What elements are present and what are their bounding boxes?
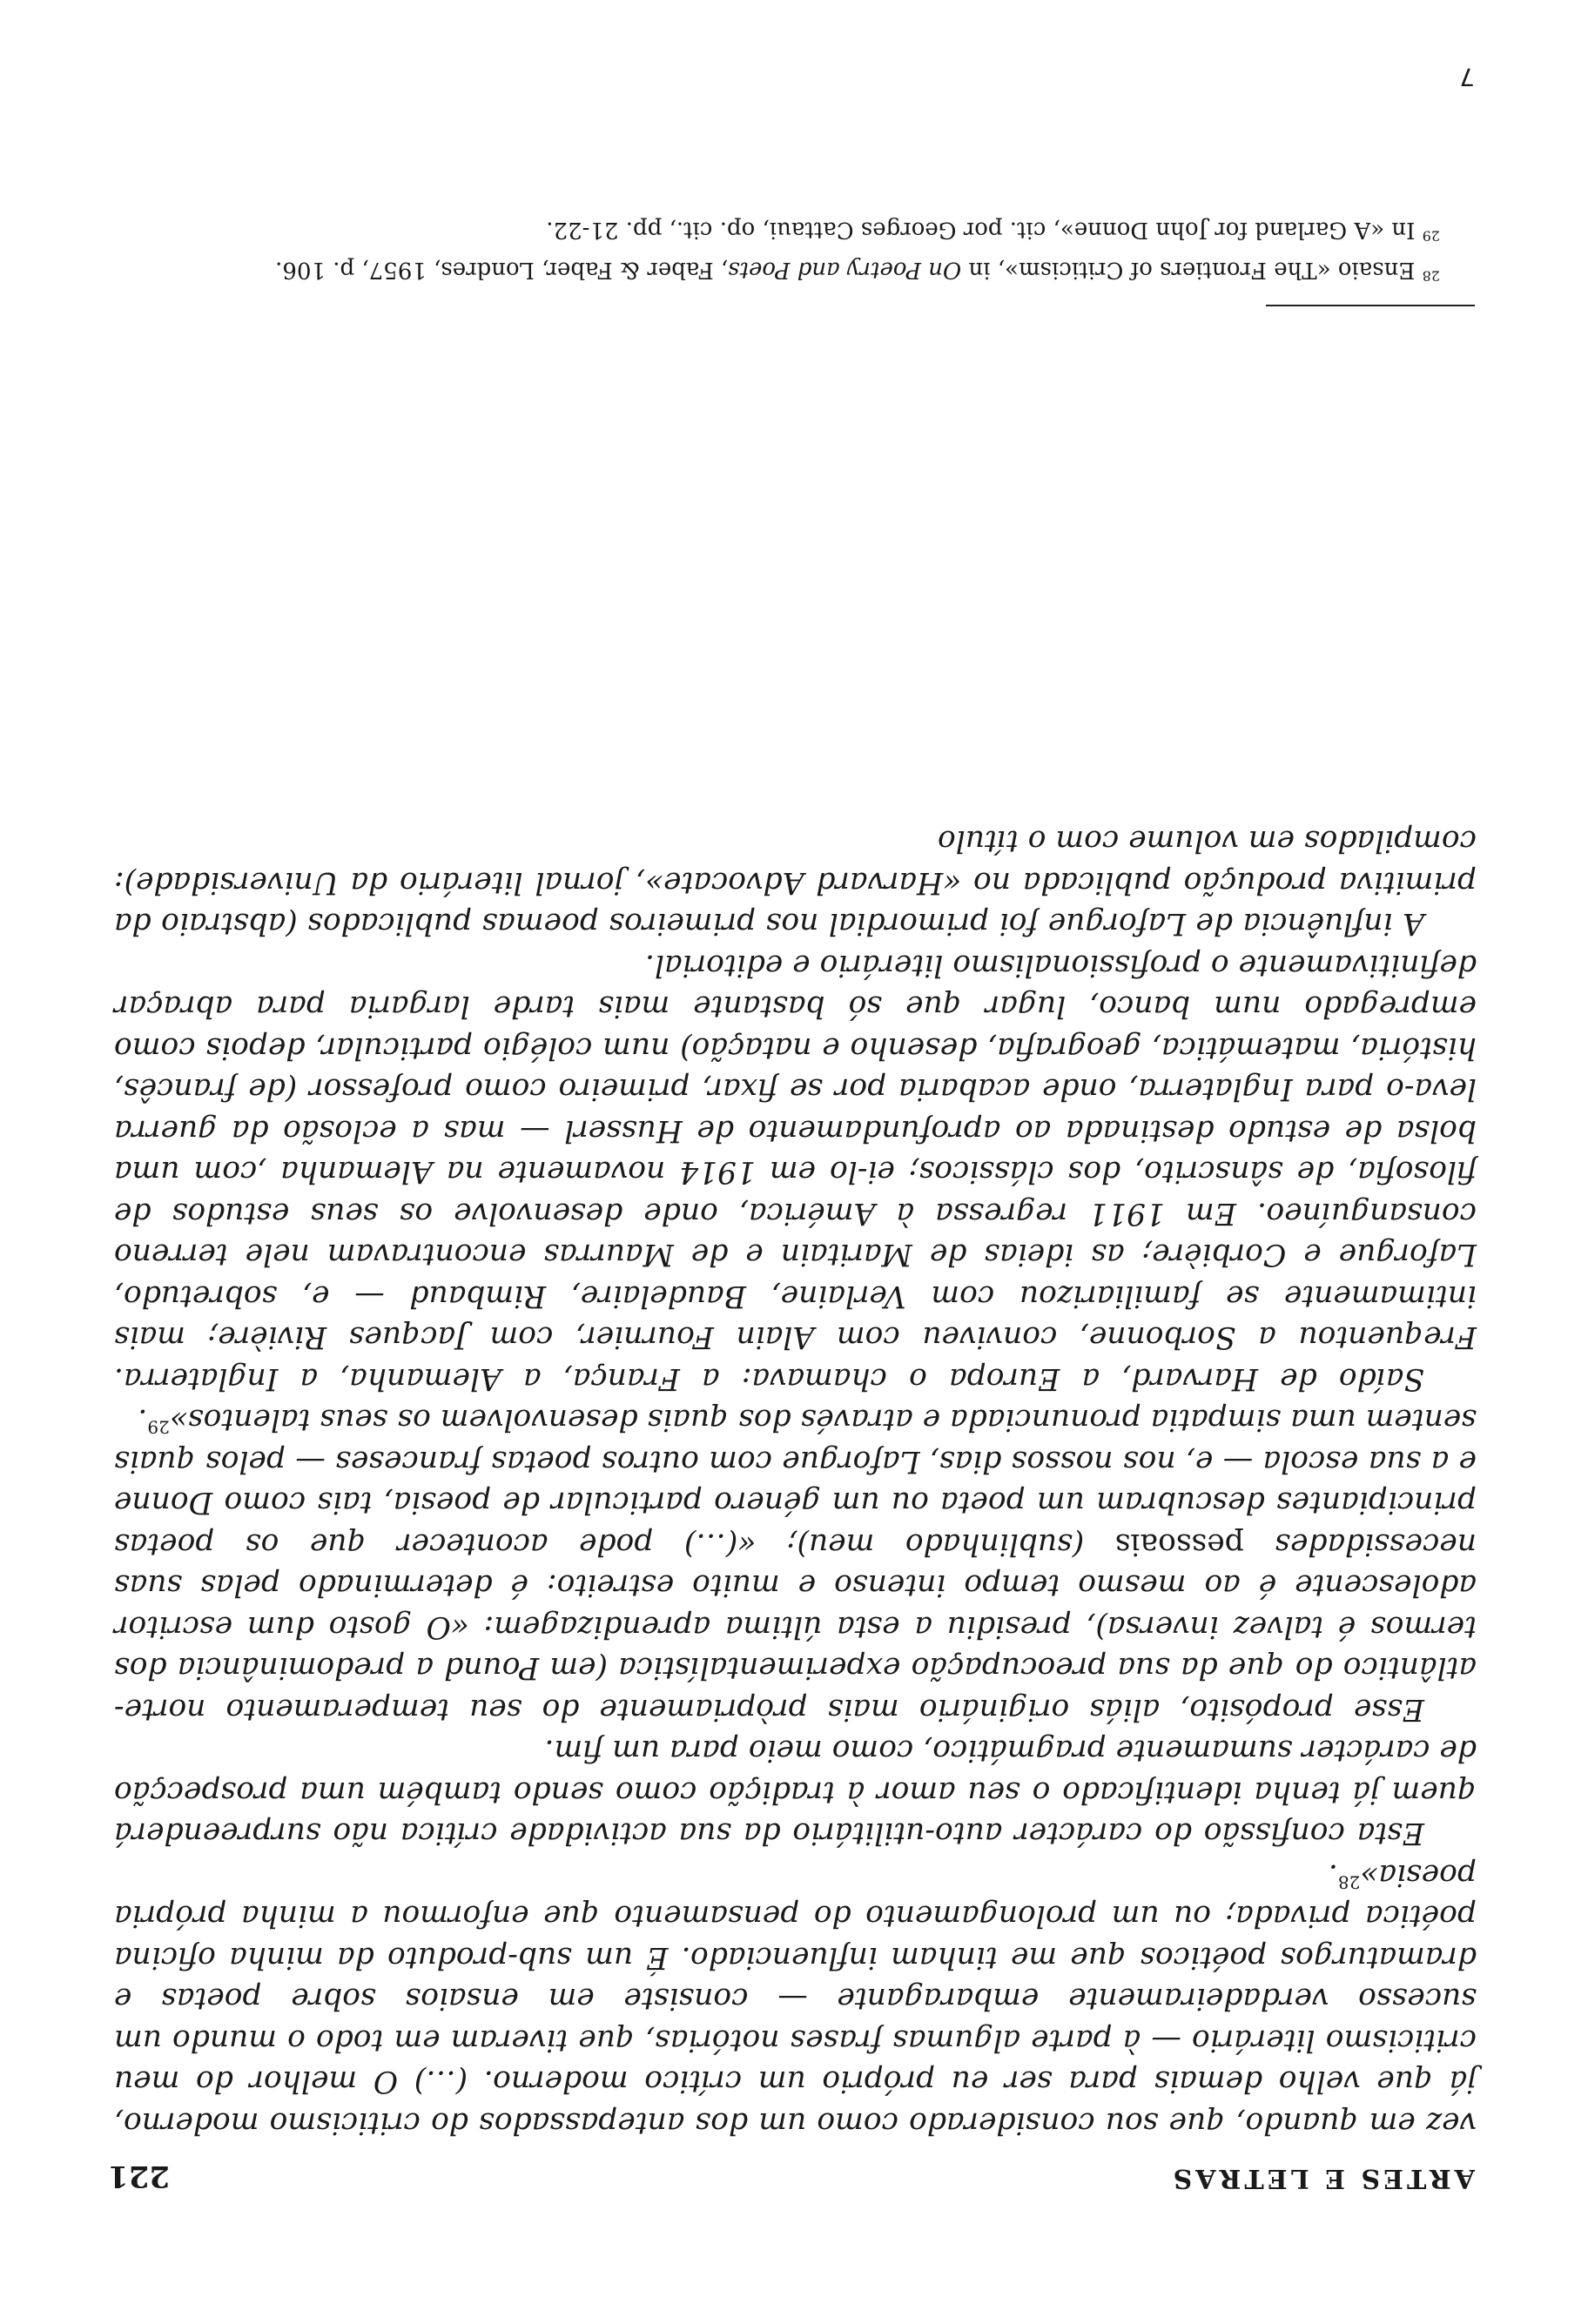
footnote-rule — [1266, 305, 1475, 306]
footnote-28 — [117, 254, 1475, 285]
paragraph-1-text: vez em quando, que sou considerado como um dos antepassados do criticismo moderno, já que velho demais para ser eu próprio um crítico moderno. (…) O melhor do meu criticismo literário — à parte algumas frases notórias, que tiveram em todo o mundo um sucesso verdadeiramente embaragante — consiste em ensaios sobre poetas e dramaturgos poéticos que me tinham influenciado. É um sub-produto da minha oficina poética privada; ou um prolongamento do pensamento que enformou a minha própria poesia» — [114, 1857, 1477, 2140]
paragraph-3-emphasis: pessoais — [1114, 1527, 1244, 1562]
footnote-29-mark: 29 — [1422, 227, 1440, 245]
paragraph-5-text: A influência de Laforgue foi primordial nos primeiros poemas publicados (abstraio da primitiva produção publicada no «Harvard Advocate», jornal literário da Universidade): compilados em volume com o título — [114, 823, 1477, 942]
signature-mark: 7 — [1459, 63, 1475, 91]
footnote-28-title: On Poetry and Poets — [728, 257, 962, 283]
footnote-28-post: , Faber & Faber, Londres, 1957, p. 106. — [275, 257, 729, 283]
footnote-29-text: In «A Garland for John Donne», cit. por Georges Cattaui, op. cit., pp. 21-22. — [546, 217, 1416, 243]
page-number: 221 — [108, 2159, 170, 2193]
paragraph-1-end: . — [1328, 1857, 1338, 1892]
footnote-28-pre: Ensaio «The Frontiers of Criticism», in — [968, 257, 1416, 283]
body-text — [114, 820, 1477, 2143]
footnote-ref-28: 28 — [1337, 1871, 1361, 1893]
page-header — [108, 2150, 1475, 2193]
paragraph-2-text: Esta confissão do carácter auto-utilitário da sua actividade crítica não surpreenderá quem já tenha identificado o seu amor à tradição como sendo também uma prospecção de carácter sumamente pragmático, como meio para um fim. — [114, 1733, 1477, 1851]
paragraph-5 — [114, 820, 1477, 944]
footnote-29 — [117, 214, 1475, 245]
paragraph-1 — [114, 1854, 1477, 2144]
paragraph-3-text-a: Esse propósito, aliás originário mais pròpriamente do seu temperamento norte-atlântico do que da sua preocupação experimentalística (em Pound a predominância dos termos é talvez inversa), presidiu a esta última aprendizagem: «O gosto dum escritor adolescente é ao mesmo tempo intenso e muito estreito: é determinado pelas suas necessidades — [114, 1527, 1477, 1727]
footnote-ref-29: 29 — [147, 1417, 170, 1438]
paragraph-3 — [114, 1399, 1477, 1730]
footnotes — [117, 205, 1475, 285]
paragraph-4-text: Saído de Harvard, a Europa o chamava: a França, a Alemanha, a Inglaterra. Frequentou a Sorbonne, conviveu com Alain Fournier, com Jacques Rivière; mais intimamente se familiarizou com Verlaine, Baudelaire, Rimbaud — e, sobretudo, Laforgue e Corbière; as ideias de Maritain e de Maurras encontravam nele terreno consanguíneo. Em 1911 regressa à América, onde desenvolve os seus estudos de filosofia, de sânscrito, dos clássicos; ei-lo em 1914 novamente na Alemanha ,com uma bolsa de estudo destinada ao aprofundamento de Husserl — mas a eclosão da guerra leva-o para Inglaterra, onde acabaria por se fixar, primeiro como professor (de francês, história, matemática, geografia, desenho e natação) num colégio particular, depois como empregado num banco, lugar que só bastante mais tarde largaria para abraçar definitivamente o profissionalismo literário e editorial. — [114, 948, 1477, 1396]
running-head: ARTES E LETRAS — [1169, 2163, 1475, 2193]
paragraph-2 — [114, 1730, 1477, 1854]
paragraph-3-end: . — [138, 1402, 148, 1438]
paragraph-3-text-c: (sublinhado meu); «(…) pode acontecer que os poetas principiantes descubram um poeta ou um género particular de poesia, tais como Donne e a sua escola — e, nos nossos dias, Laforgue com outros poetas franceses — pelos quais sentem uma simpatia pronunciada e através dos quais desenvolvem os seus talentos» — [113, 1402, 1477, 1562]
footnote-28-mark: 28 — [1422, 267, 1440, 285]
paragraph-4 — [114, 944, 1477, 1400]
